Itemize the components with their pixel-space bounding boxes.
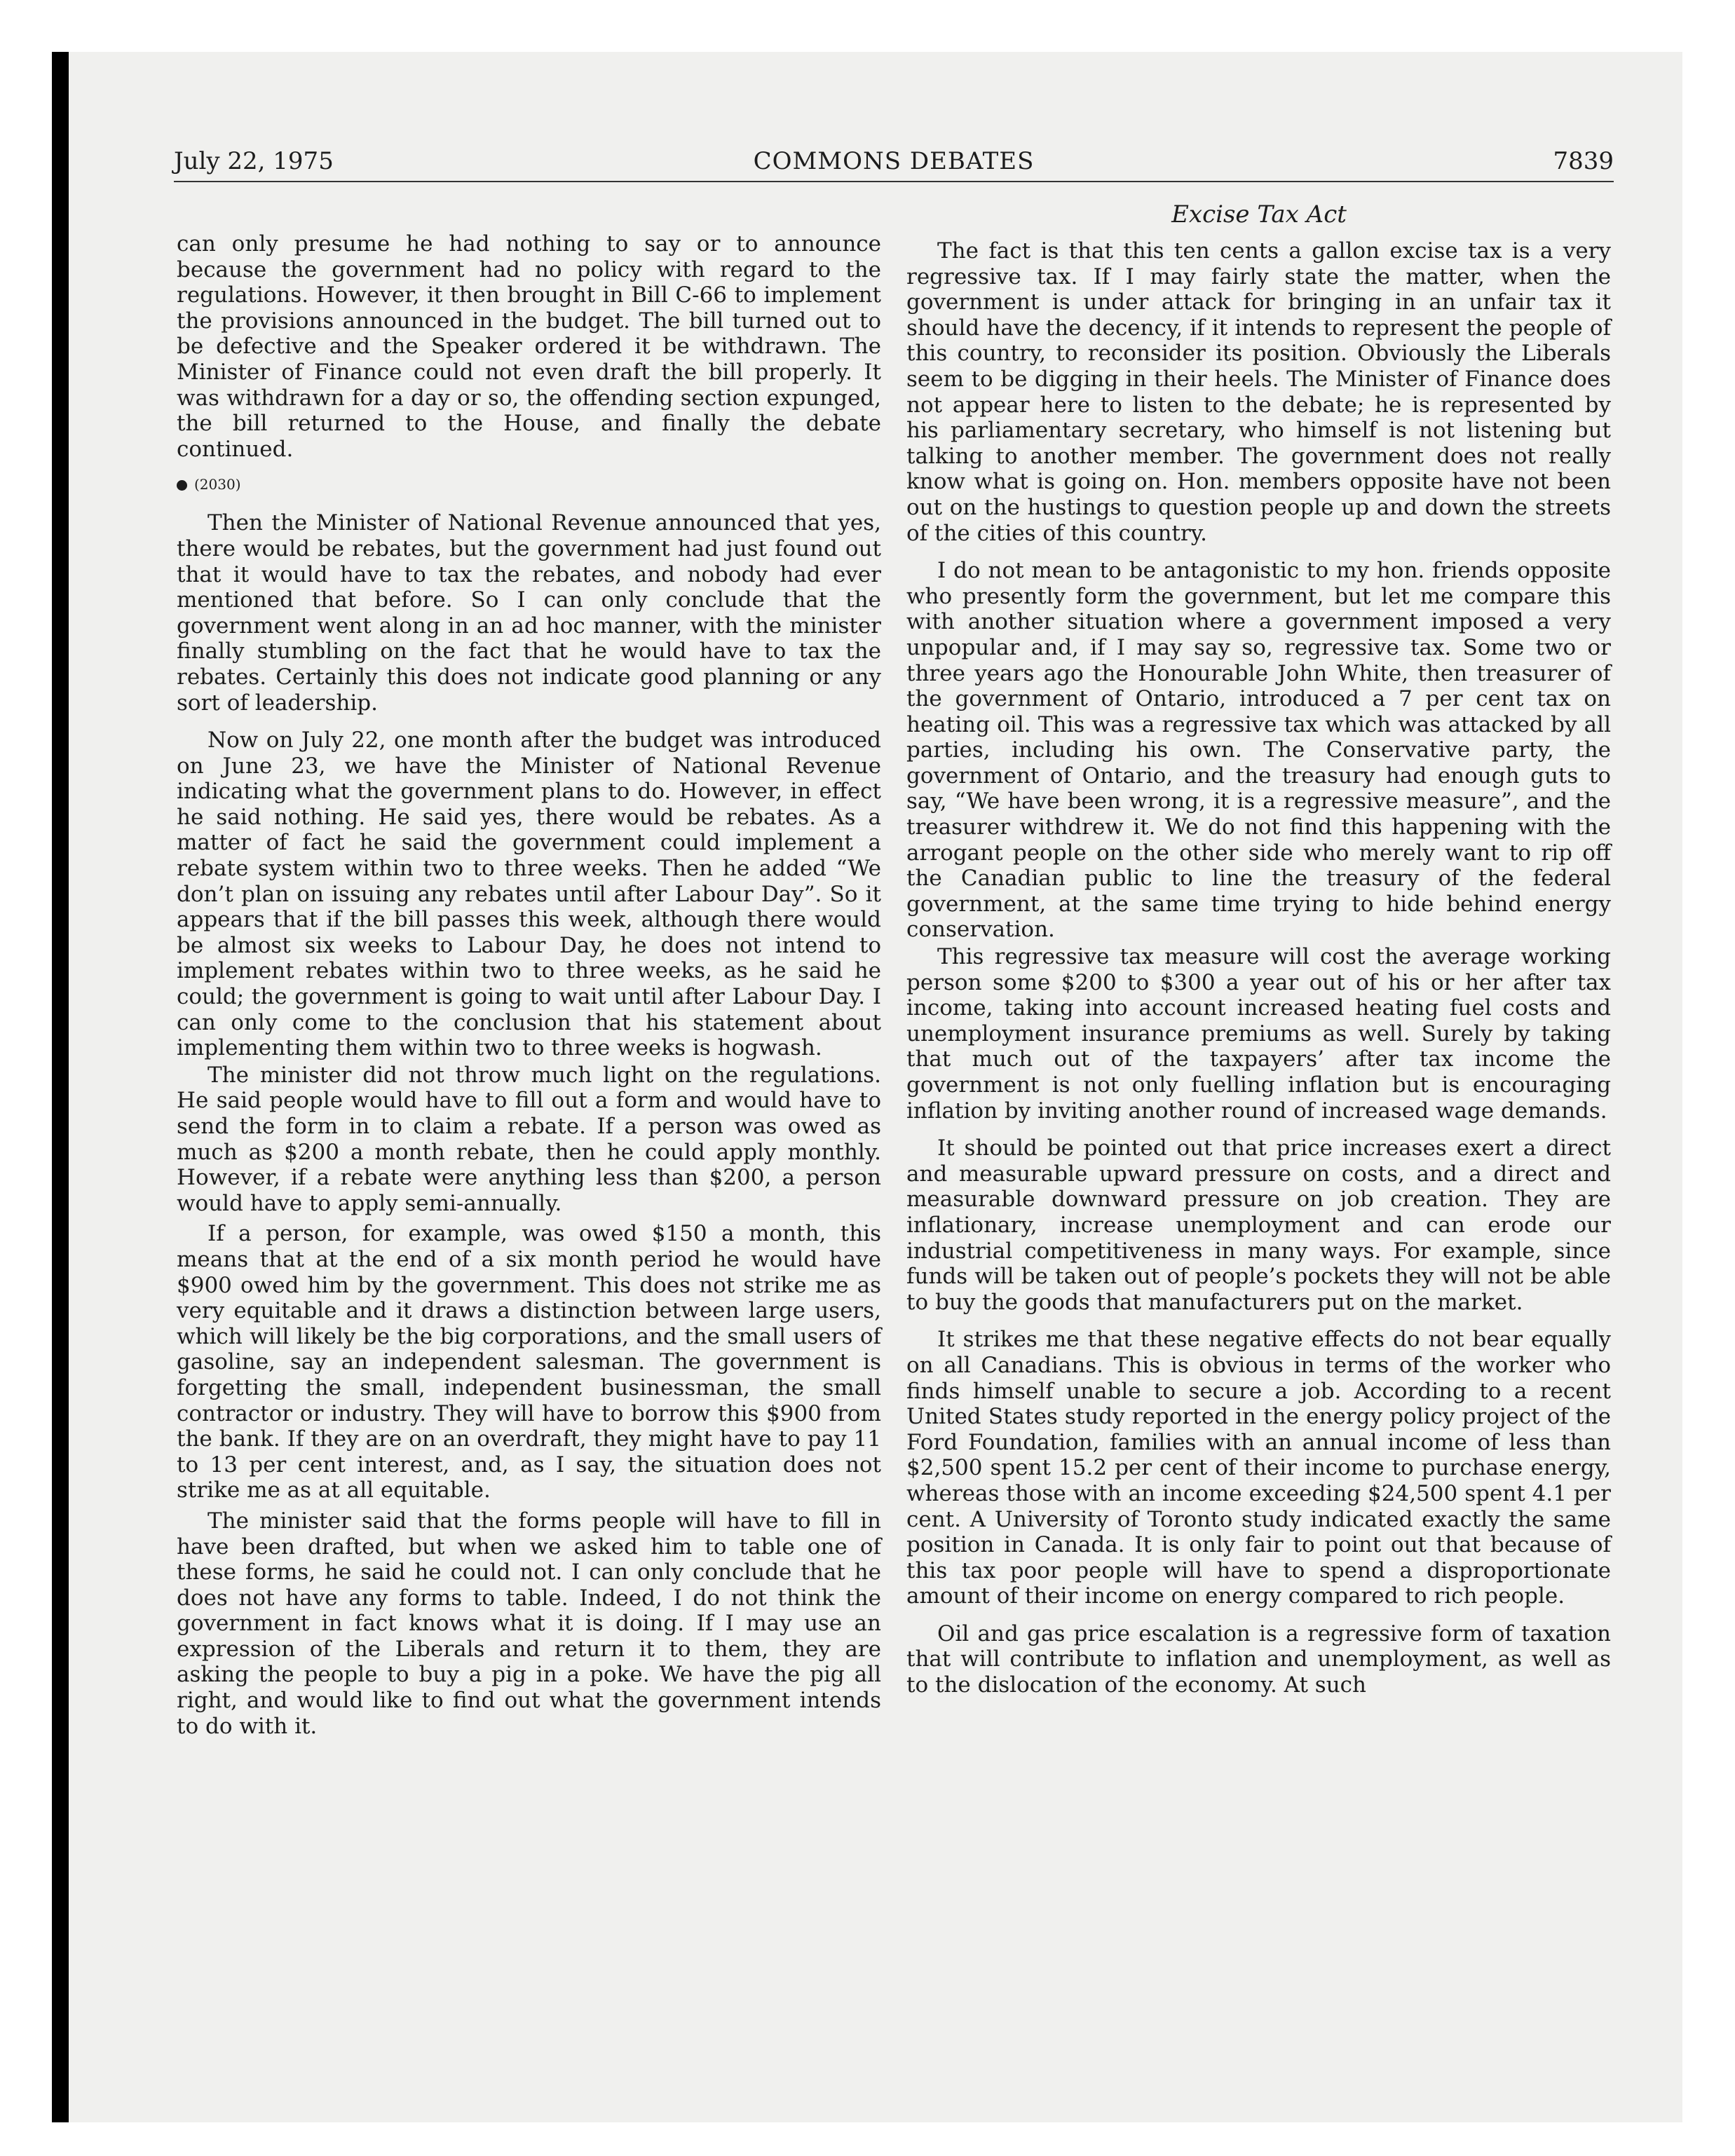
timestamp-text: (2030) — [194, 476, 241, 493]
header-rule — [174, 181, 1614, 182]
paragraph: I do not mean to be antagonistic to my hon. friends opposite who presently form the government, but let me compare this with another situation where a government imposed a very unpopular and, if I may say so, regressive tax. Some two or three years ago the Honourable John White, then treasurer of the government of Ontario, introduced a 7 per cent tax on heating oil. This was a regressive tax which was attacked by all parties, including his own. The Conservative party, the government of Ontario, and the treasury had enough guts to say, “We have been wrong, it is a regressive measure”, and the treasurer withdrew it. We do not find this happening with the arrogant people on the other side who merely want to rip off the Canadian public to line the treasury of the federal government, at the same time trying to hide behind energy conservation. — [906, 558, 1611, 943]
header-title: COMMONS DEBATES — [753, 147, 1035, 175]
paragraph: can only presume he had nothing to say or to announce because the government had no policy with regard to the regulations. However, it then brought in Bill C-66 to implement the provisions announced in the budget. The bill turned out to be defective and the Speaker ordered it be withdrawn. The Minister of Finance could not even draft the bill properly. It was withdrawn for a day or so, the offending section expunged, the bill returned to the House, and finally the debate continued. — [177, 231, 881, 462]
page-header — [174, 139, 1614, 184]
header-date: July 22, 1975 — [174, 147, 334, 175]
paragraph: The fact is that this ten cents a gallon excise tax is a very regressive tax. If I may fairly state the matter, when the government is under attack for bringing in an unfair tax it should have the decency, if it intends to represent the people of this country, to reconsider its position. Obviously the Liberals seem to be digging in their heels. The Minister of Finance does not appear here to listen to the debate; he is represented by his parliamentary secretary, who himself is not listening but talking to another member. The government does not really know what is going on. Hon. members opposite have not been out on the hustings to question people up and down the streets of the cities of this country. — [906, 238, 1611, 546]
paragraph: Oil and gas price escalation is a regressive form of taxation that will contribute to inflation and unemployment, as well as to the dislocation of the economy. At such — [906, 1621, 1611, 1698]
left-column — [177, 231, 881, 1751]
running-head: Excise Tax Act — [1171, 200, 1347, 228]
paragraph: Then the Minister of National Revenue announced that yes, there would be rebates, but the government had just found out that it would have to tax the rebates, and nobody had ever mentioned that before. So I can only conclude that the government went along in an ad hoc manner, with the minister finally stumbling on the fact that he would have to tax the rebates. Certainly this does not indicate good planning or any sort of leadership. — [177, 510, 881, 716]
paragraph: It should be pointed out that price increases exert a direct and measurable upward pressure on costs, and a direct and measurable downward pressure on job creation. They are inflationary, increase unemployment and can erode our industrial competitiveness in many ways. For example, since funds will be taken out of people’s pockets they will not be able to buy the goods that manufacturers put on the market. — [906, 1135, 1611, 1315]
page-number: 7839 — [1553, 147, 1614, 175]
bullet-icon — [177, 480, 187, 491]
paragraph: The minister did not throw much light on the regulations. He said people would have to fill out a form and would have to send the form in to claim a rebate. If a person was owed as much as $200 a month rebate, then he could apply monthly. However, if a rebate were anything less than $200, a person would have to apply semi-annually. — [177, 1062, 881, 1216]
paragraph: The minister said that the forms people will have to fill in have been drafted, but when we asked him to table one of these forms, he said he could not. I can only conclude that he does not have any forms to table. Indeed, I do not think the government in fact knows what it is doing. If I may use an expression of the Liberals and return it to them, they are asking the people to buy a pig in a poke. We have the pig all right, and would like to find out what the government intends to do with it. — [177, 1508, 881, 1739]
right-column — [906, 238, 1611, 1710]
scan-edge-shadow — [52, 52, 69, 2122]
paragraph: Now on July 22, one month after the budget was introduced on June 23, we have the Minister of National Revenue indicating what the government plans to do. However, in effect he said nothing. He said yes, there would be rebates. As a matter of fact he said the government could implement a rebate system within two to three weeks. Then he added “We don’t plan on issuing any rebates until after Labour Day”. So it appears that if the bill passes this week, although there would be almost six weeks to Labour Day, he does not intend to implement rebates within two to three weeks, as he said he could; the government is going to wait until after Labour Day. I can only come to the conclusion that his statement about implementing them within two to three weeks is hogwash. — [177, 728, 881, 1061]
timestamp-marker — [177, 474, 881, 495]
paragraph: If a person, for example, was owed $150 a month, this means that at the end of a six month period he would have $900 owed him by the government. This does not strike me as very equitable and it draws a distinction between large users, which will likely be the big corporations, and the small users of gasoline, say an independent salesman. The government is forgetting the small, independent businessman, the small contractor or industry. They will have to borrow this $900 from the bank. If they are on an overdraft, they might have to pay 11 to 13 per cent interest, and, as I say, the situation does not strike me as at all equitable. — [177, 1221, 881, 1503]
paragraph: It strikes me that these negative effects do not bear equally on all Canadians. This is obvious in terms of the worker who finds himself unable to secure a job. According to a recent United States study reported in the energy policy project of the Ford Foundation, families with an annual income of less than $2,500 spent 15.2 per cent of their income to purchase energy, whereas those with an income exceeding $24,500 spent 4.1 per cent. A University of Toronto study indicated exactly the same position in Canada. It is only fair to point out that because of this tax poor people will have to spend a disproportionate amount of their income on energy compared to rich people. — [906, 1327, 1611, 1609]
paragraph: This regressive tax measure will cost the average working person some $200 to $300 a year out of his or her after tax income, taking into account increased heating fuel costs and unemployment insurance premiums as well. Surely by taking that much out of the taxpayers’ after tax income the government is not only fuelling inflation but is encouraging inflation by inviting another round of increased wage demands. — [906, 944, 1611, 1124]
